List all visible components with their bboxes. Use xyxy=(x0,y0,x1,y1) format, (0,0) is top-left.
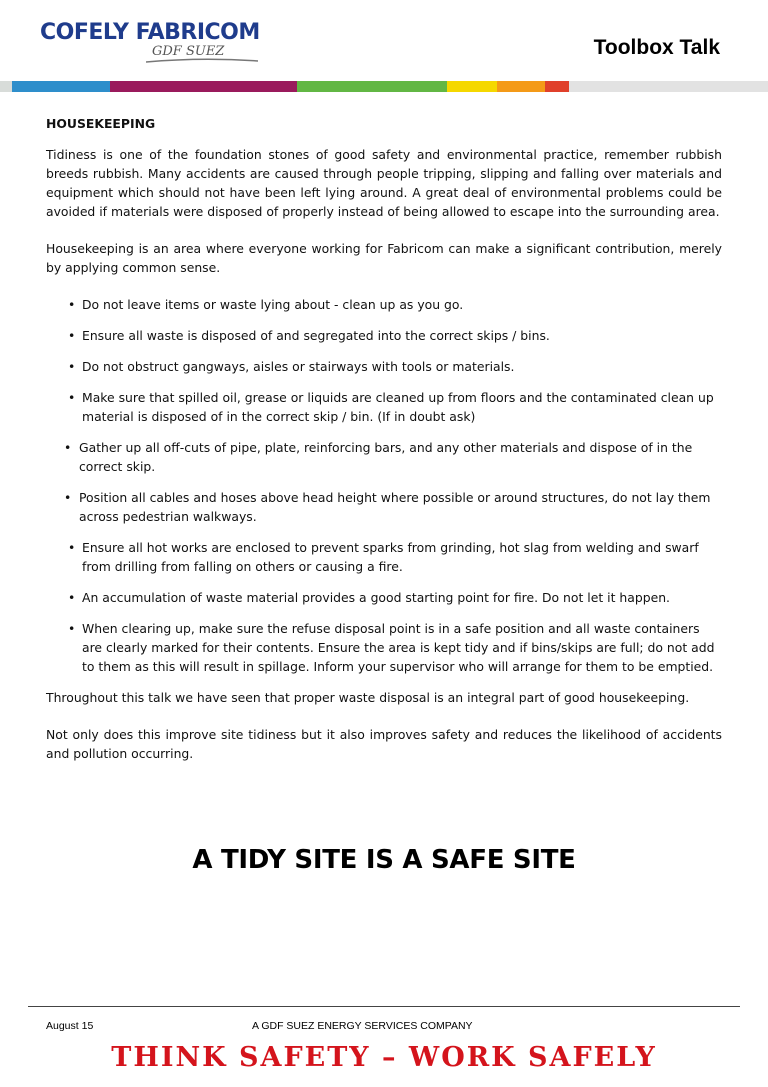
color-segment xyxy=(497,81,545,92)
footer-company: A GDF SUEZ ENERGY SERVICES COMPANY xyxy=(252,1020,473,1032)
bullet-icon: • xyxy=(68,540,76,555)
list-item xyxy=(46,488,722,526)
document-title: Toolbox Talk xyxy=(593,36,720,59)
color-segment xyxy=(297,81,447,92)
list-item-text: Do not leave items or waste lying about - clean up as you go. xyxy=(82,297,464,312)
list-item-text: Gather up all off-cuts of pipe, plate, reinforcing bars, and any other materials and dispose of in the correct skip. xyxy=(79,440,693,474)
bullet-icon: • xyxy=(68,328,76,343)
footer-slogan: THINK SAFETY – WORK SAFELY xyxy=(111,1042,657,1073)
list-item-text: Do not obstruct gangways, aisles or stairways with tools or materials. xyxy=(82,359,515,374)
list-item-text: Position all cables and hoses above head height where possible or around structures, do not lay them across pedestrian walkways. xyxy=(79,490,711,524)
color-segment xyxy=(110,81,297,92)
document-body xyxy=(46,104,722,781)
list-item-text: Make sure that spilled oil, grease or liquids are cleaned up from floors and the contaminated clean up material is disposed of in the correct skip / bin. (If in doubt ask) xyxy=(82,390,714,424)
bullet-icon: • xyxy=(64,440,72,455)
list-item-text: Ensure all waste is disposed of and segregated into the correct skips / bins. xyxy=(82,328,550,343)
list-item xyxy=(46,619,722,676)
paragraph-3: Throughout this talk we have seen that proper waste disposal is an integral part of good housekeeping. xyxy=(46,690,690,705)
list-item xyxy=(46,357,722,376)
intro-paragraph: Tidiness is one of the foundation stones of good safety and environmental practice, remember rubbish breeds rubbish. Many accidents are caused through people tripping, slipping and falling over materials and equipment which should not have been left lying around. A great deal of environmental problems could be avoided if materials were disposed of properly instead of being allowed to escape into the surrounding area. xyxy=(46,147,722,219)
list-item xyxy=(46,438,722,476)
list-item-text: When clearing up, make sure the refuse disposal point is in a safe position and all waste containers are clearly marked for their contents. Ensure the area is kept tidy and if bins/skips are full; do not add to them as this will result in spillage. Inform your supervisor who will arrange for them to be emptied. xyxy=(82,621,715,674)
footer-divider xyxy=(28,1006,740,1007)
paragraph-4: Not only does this improve site tidiness but it also improves safety and reduces the likelihood of accidents and pollution occurring. xyxy=(46,727,722,761)
color-segment xyxy=(12,81,110,92)
footer-date: August 15 xyxy=(46,1020,94,1032)
color-segment xyxy=(447,81,497,92)
header-color-bar xyxy=(0,81,768,92)
company-logo xyxy=(40,20,270,70)
list-item xyxy=(46,326,722,345)
bullet-icon: • xyxy=(68,390,76,405)
bullet-icon: • xyxy=(68,359,76,374)
color-segment xyxy=(545,81,569,92)
safety-slogan: A TIDY SITE IS A SAFE SITE xyxy=(192,845,576,875)
section-heading: HOUSEKEEPING xyxy=(46,116,156,131)
logo-swoosh-icon xyxy=(146,58,258,64)
logo-wordmark: COFELY FABRICOM xyxy=(40,20,260,45)
list-item-text: Ensure all hot works are enclosed to prevent sparks from grinding, hot slag from welding and swarf from drilling from falling on others or causing a fire. xyxy=(82,540,699,574)
bullet-icon: • xyxy=(68,590,76,605)
color-segment xyxy=(569,81,768,92)
list-item xyxy=(46,538,722,576)
list-item xyxy=(46,588,722,607)
bullet-icon: • xyxy=(64,490,72,505)
bullet-icon: • xyxy=(68,621,76,636)
bullet-icon: • xyxy=(68,297,76,312)
bullet-list xyxy=(46,295,722,676)
paragraph-2: Housekeeping is an area where everyone working for Fabricom can make a significant contribution, merely by applying common sense. xyxy=(46,241,722,275)
list-item xyxy=(46,295,722,314)
list-item-text: An accumulation of waste material provides a good starting point for fire. Do not let it happen. xyxy=(82,590,670,605)
list-item xyxy=(46,388,722,426)
logo-subbrand: GDF SUEZ xyxy=(152,44,225,59)
color-segment xyxy=(0,81,12,92)
